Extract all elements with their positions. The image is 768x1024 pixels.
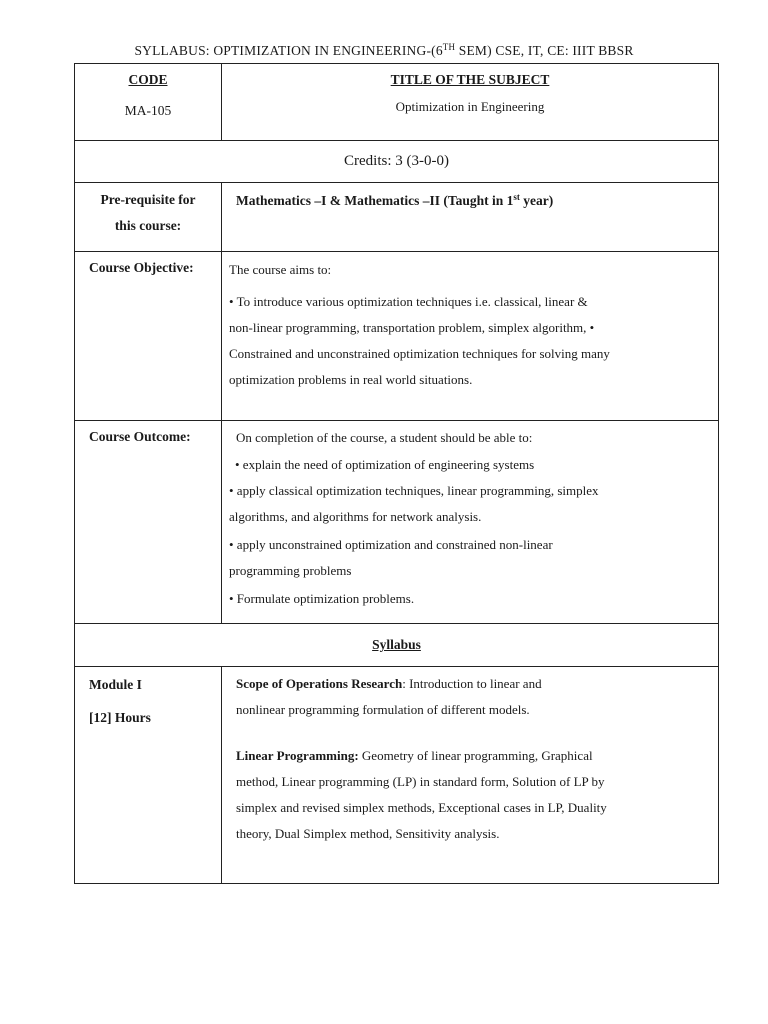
outcome-item: • explain the need of optimization of engineering systems <box>235 457 535 472</box>
module-content-cell <box>222 667 719 884</box>
module-row <box>75 667 719 884</box>
topic-text: simplex and revised simplex methods, Exceptional cases in LP, Duality <box>236 800 607 815</box>
subject-title-cell <box>222 64 719 141</box>
syllabus-heading-row <box>75 624 719 667</box>
outcome-item-continuation: programming problems <box>229 563 352 578</box>
syllabus-heading: Syllabus <box>372 637 421 652</box>
page-title-rest: SEM) CSE, IT, CE: IIIT BBSR <box>455 43 634 58</box>
objective-label-cell <box>75 252 222 421</box>
subject-title-value: Optimization in Engineering <box>395 99 545 114</box>
objective-list <box>222 289 718 393</box>
outcome-item: • apply unconstrained optimization and constrained non-linear <box>229 537 553 552</box>
code-value: MA-105 <box>124 103 172 118</box>
prerequisite-row <box>75 183 719 252</box>
topic-text: method, Linear programming (LP) in standard form, Solution of LP by <box>236 774 605 789</box>
outcome-list <box>222 452 718 612</box>
syllabus-table <box>74 63 719 884</box>
topic-text: nonlinear programming formulation of different models. <box>236 702 530 717</box>
objective-row <box>75 252 719 421</box>
topic-text: Geometry of linear programming, Graphical <box>358 748 593 763</box>
code-cell <box>75 64 222 141</box>
module-topic <box>222 743 718 847</box>
module-hours: [12] Hours <box>89 710 151 725</box>
outcome-item: • Formulate optimization problems. <box>229 591 415 606</box>
code-label: CODE <box>128 72 168 87</box>
outcome-value-cell <box>222 421 719 624</box>
credits-text: Credits: 3 (3-0-0) <box>344 153 449 169</box>
credits-cell <box>75 141 719 183</box>
syllabus-heading-cell <box>75 624 719 667</box>
topic-text: theory, Dual Simplex method, Sensitivity analysis. <box>236 826 500 841</box>
topic-title: Linear Programming: <box>236 748 359 763</box>
module-label-cell <box>75 667 222 884</box>
module-topic <box>222 671 718 723</box>
header-row <box>75 64 719 141</box>
page-title-superscript: TH <box>442 42 456 52</box>
prerequisite-label-cell <box>75 183 222 252</box>
prerequisite-superscript: st <box>513 192 520 202</box>
outcome-label-cell <box>75 421 222 624</box>
outcome-item-continuation: algorithms, and algorithms for network analysis. <box>229 509 482 524</box>
topic-text: : Introduction to linear and <box>402 676 542 691</box>
page-title <box>0 43 768 59</box>
credits-row <box>75 141 719 183</box>
subject-title-label: TITLE OF THE SUBJECT <box>390 72 550 87</box>
prerequisite-value-cell <box>222 183 719 252</box>
objective-line: non-linear programming, transportation problem, simplex algorithm, • <box>229 320 595 335</box>
objective-line: • To introduce various optimization techniques i.e. classical, linear & <box>229 294 588 309</box>
outcome-label: Course Outcome: <box>89 429 191 444</box>
objective-intro: The course aims to: <box>229 262 332 277</box>
objective-value-cell <box>222 252 719 421</box>
objective-line: Constrained and unconstrained optimization techniques for solving many <box>229 346 610 361</box>
page-title-main: SYLLABUS: OPTIMIZATION IN ENGINEERING-(6 <box>134 43 443 58</box>
objective-line: optimization problems in real world situations. <box>229 372 473 387</box>
outcome-item: • apply classical optimization techniques, linear programming, simplex <box>229 483 599 498</box>
prerequisite-label-line2: this course: <box>114 218 182 233</box>
outcome-row <box>75 421 719 624</box>
prerequisite-text-main: Mathematics –I & Mathematics –II (Taught in 1 <box>236 193 514 208</box>
outcome-intro: On completion of the course, a student should be able to: <box>236 430 533 445</box>
objective-label: Course Objective: <box>89 260 194 275</box>
topic-title: Scope of Operations Research <box>236 676 403 691</box>
prerequisite-text <box>222 193 718 209</box>
prerequisite-label-line1: Pre-requisite for <box>100 192 196 207</box>
prerequisite-text-rest: year) <box>519 193 554 208</box>
module-name: Module I <box>89 677 142 692</box>
